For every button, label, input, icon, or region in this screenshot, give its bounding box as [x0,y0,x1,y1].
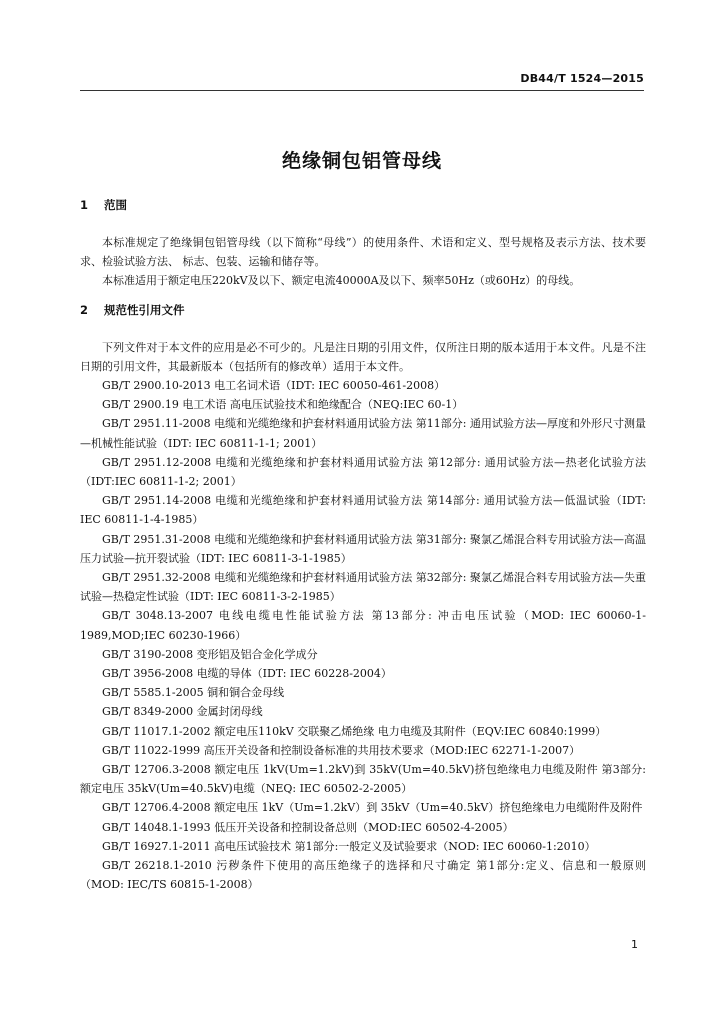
reference-item: GB/T 2951.14-2008 电缆和光缆绝缘和护套材料通用试验方法 第14部分: 通用试验方法—低温试验（IDT: IEC 60811-1-4-1985） [80,494,646,527]
paragraph: 下列文件对于本文件的应用是必不可少的。凡是注日期的引用文件，仅所注日期的版本适用于本文件。凡是不注日期的引用文件，其最新版本（包括所有的修改单）适用于本文件。 [80,340,646,373]
paragraph: 本标准适用于额定电压220kV及以下、额定电流40000A及以下、频率50Hz（或60Hz）的母线。 [102,274,581,288]
reference-item: GB/T 26218.1-2010 污秽条件下使用的高压绝缘子的选择和尺寸确定 第1部分:定义、信息和一般原则（MOD: IEC/TS 60815-1-2008） [80,859,646,892]
standard-code: DB44/T 1524—2015 [520,72,644,85]
section-number: 2 [80,302,89,317]
reference-item: GB/T 2900.10-2013 电工名词术语（IDT: IEC 60050-461-2008） [102,379,446,393]
reference-item: GB/T 3048.13-2007 电线电缆电性能试验方法 第13部分: 冲击电压试验（MOD: IEC 60060-1-1989,MOD;IEC 60230-1966） [80,609,646,642]
paragraph: 本标准规定了绝缘铜包铝管母线（以下简称“母线”）的使用条件、术语和定义、型号规格及表示方法、技术要求、检验试验方法、 标志、包装、运输和储存等。 [80,236,646,269]
header-rule [80,90,644,91]
reference-item: GB/T 14048.1-1993 低压开关设备和控制设备总则（MOD:IEC 60502-4-2005） [102,820,514,834]
reference-item: GB/T 11022-1999 高压开关设备和控制设备标准的共用技术要求（MOD:IEC 62271-1-2007） [102,743,581,757]
reference-item: GB/T 2951.12-2008 电缆和光缆绝缘和护套材料通用试验方法 第12部分: 通用试验方法—热老化试验方法（IDT:IEC 60811-1-2; 2001） [80,455,646,489]
reference-item: GB/T 11017.1-2002 额定电压110kV 交联聚乙烯绝缘 电力电缆及其附件（EQV:IEC 60840:1999） [102,724,607,738]
reference-item: GB/T 8349-2000 金属封闭母线 [102,705,263,719]
reference-item: GB/T 5585.1-2005 铜和铜合金母线 [102,686,285,700]
document-title: 绝缘铜包铝管母线 [281,150,442,172]
reference-item: GB/T 12706.4-2008 额定电压 1kV（Um=1.2kV）到 35kV（Um=40.5kV）挤包绝缘电力电缆附件及附件 [102,801,643,815]
section-title: 范围 [104,198,127,212]
reference-item: GB/T 3956-2008 电缆的导体（IDT: IEC 60228-2004） [102,667,392,681]
section-title: 规范性引用文件 [104,302,185,317]
reference-item: GB/T 2900.19 电工术语 高电压试验技术和绝缘配合（NEQ:IEC 60-1） [102,398,464,412]
document-body [80,196,646,895]
reference-item: GB/T 12706.3-2008 额定电压 1kV(Um=1.2kV)到 35kV(Um=40.5kV)挤包绝缘电力电缆及附件 第3部分:额定电压 35kV(Um=40.5kV)电缆（NEQ: IEC 60502-2-2005） [80,763,646,796]
section-heading-normative-references [80,301,646,320]
reference-item: GB/T 2951.32-2008 电缆和光缆绝缘和护套材料通用试验方法 第32部分: 聚氯乙烯混合料专用试验方法—失重试验—热稳定性试验（IDT: IEC 60811-3-2-1985） [80,571,646,604]
section-number: 1 [80,198,89,212]
reference-item: GB/T 16927.1-2011 高电压试验技术 第1部分:一般定义及试验要求（NOD: IEC 60060-1:2010） [102,839,596,853]
reference-item: GB/T 3190-2008 变形铝及铝合金化学成分 [102,647,318,661]
reference-item: GB/T 2951.31-2008 电缆和光缆绝缘和护套材料通用试验方法 第31部分: 聚氯乙烯混合料专用试验方法—高温压力试验—抗开裂试验（IDT: IEC 60811-3-1-1985） [80,532,646,565]
section-heading-scope [80,196,646,215]
page-number: 1 [631,938,638,951]
reference-item: GB/T 2951.11-2008 电缆和光缆绝缘和护套材料通用试验方法 第11部分: 通用试验方法—厚度和外形尺寸测量—机械性能试验（IDT: IEC 60811-1-1; 2001） [80,417,646,450]
